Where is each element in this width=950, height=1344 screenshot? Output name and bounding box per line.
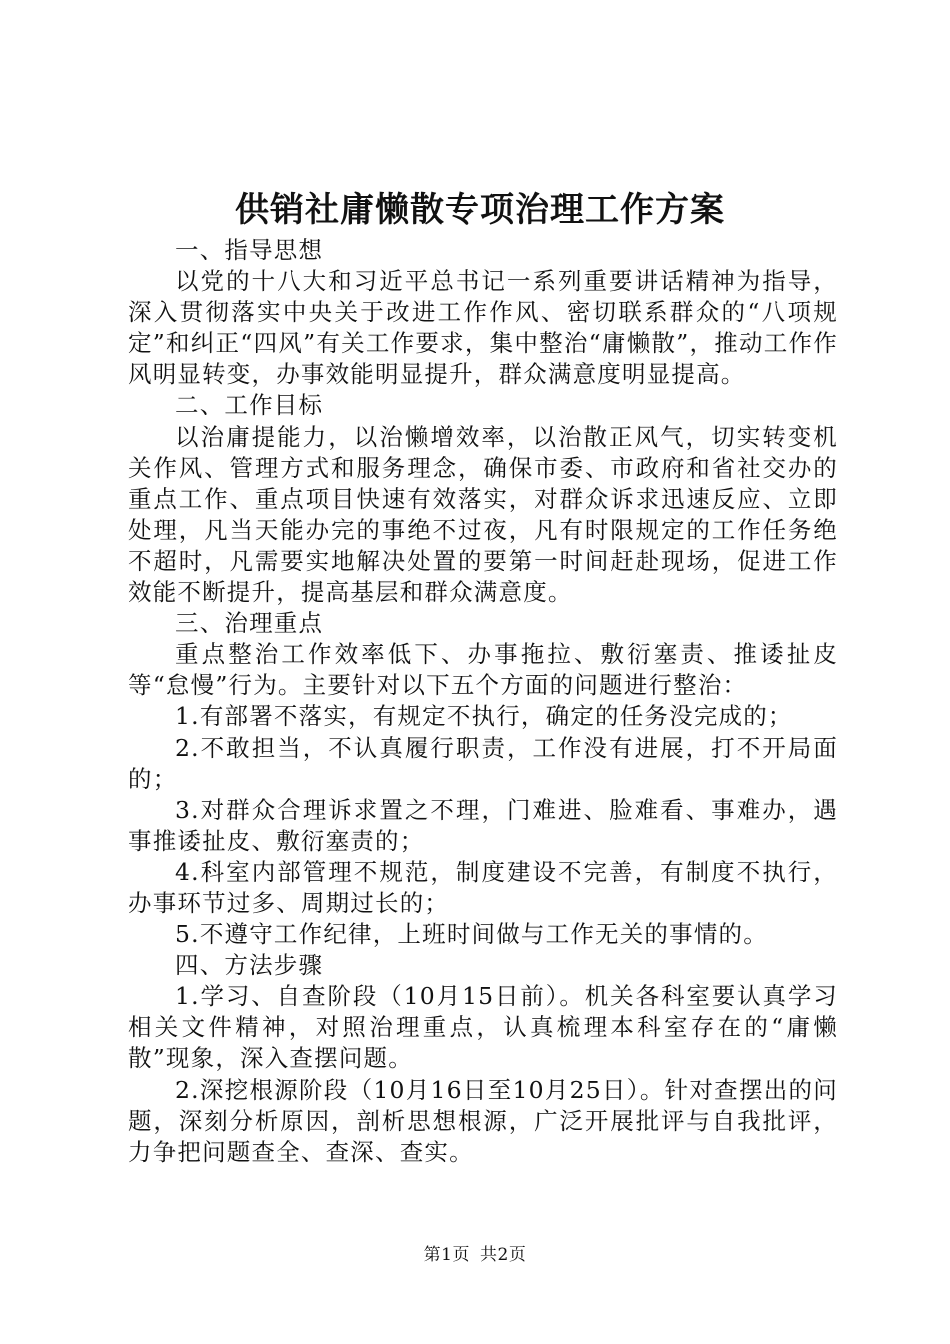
- list-item: 3.对群众合理诉求置之不理，门难进、脸难看、事难办，遇事推诿扯皮、敷衍塞责的；: [128, 795, 838, 855]
- section-heading: 二、工作目标: [175, 391, 324, 420]
- section-heading: 一、指导思想: [175, 236, 324, 264]
- paragraph: 以治庸提能力，以治懒增效率，以治散正风气，切实转变机关作风、管理方式和服务理念，确保市委、市政府和省社交办的重点工作、重点项目快速有效落实，对群众诉求迅速反应、立即处理，凡当天能办完的事绝不过夜，凡有时限规定的工作任务绝不超时，凡需要实地解决处置的要第一时间赶赴现场，促进工作效能不断提升，提高基层和群众满意度。: [128, 422, 838, 607]
- section-heading: 四、方法步骤: [175, 951, 324, 980]
- list-item: 2.不敢担当，不认真履行职责，工作没有进展，打不开局面的；: [128, 733, 838, 793]
- page-total: 共2页: [480, 1245, 527, 1265]
- list-item: 5.不遵守工作纪律，上班时间做与工作无关的事情的。: [175, 920, 768, 949]
- list-item: 1.有部署不落实，有规定不执行，确定的任务没完成的；: [175, 702, 793, 731]
- section-heading: 三、治理重点: [175, 609, 324, 638]
- paragraph: 重点整治工作效率低下、办事拖拉、敷衍塞责、推诿扯皮等“怠慢”行为。主要针对以下五个方面的问题进行整治：: [128, 640, 838, 700]
- document-body: [128, 235, 838, 1168]
- paragraph: 以党的十八大和习近平总书记一系列重要讲话精神为指导，深入贯彻落实中央关于改进工作作风、密切联系群众的“八项规定”和纠正“四风”有关工作要求，集中整治“庸懒散”，推动工作作风明显转变，办事效能明显提升，群众满意度明显提高。: [128, 267, 838, 389]
- list-item: 4.科室内部管理不规范，制度建设不完善，有制度不执行，办事环节过多、周期过长的；: [128, 857, 838, 917]
- page-number: 第1页: [423, 1245, 470, 1265]
- page-footer: [0, 1243, 950, 1267]
- document-title: 供销社庸懒散专项治理工作方案: [235, 190, 725, 230]
- list-item: 2.深挖根源阶段（10月16日至10月25日）。针对查摆出的问题，深刻分析原因，剖析思想根源，广泛开展批评与自我批评，力争把问题查全、查深、查实。: [128, 1075, 838, 1166]
- list-item: 1.学习、自查阶段（10月15日前）。机关各科室要认真学习相关文件精神，对照治理重点，认真梳理本科室存在的“庸懒散”现象，深入查摆问题。: [128, 982, 838, 1073]
